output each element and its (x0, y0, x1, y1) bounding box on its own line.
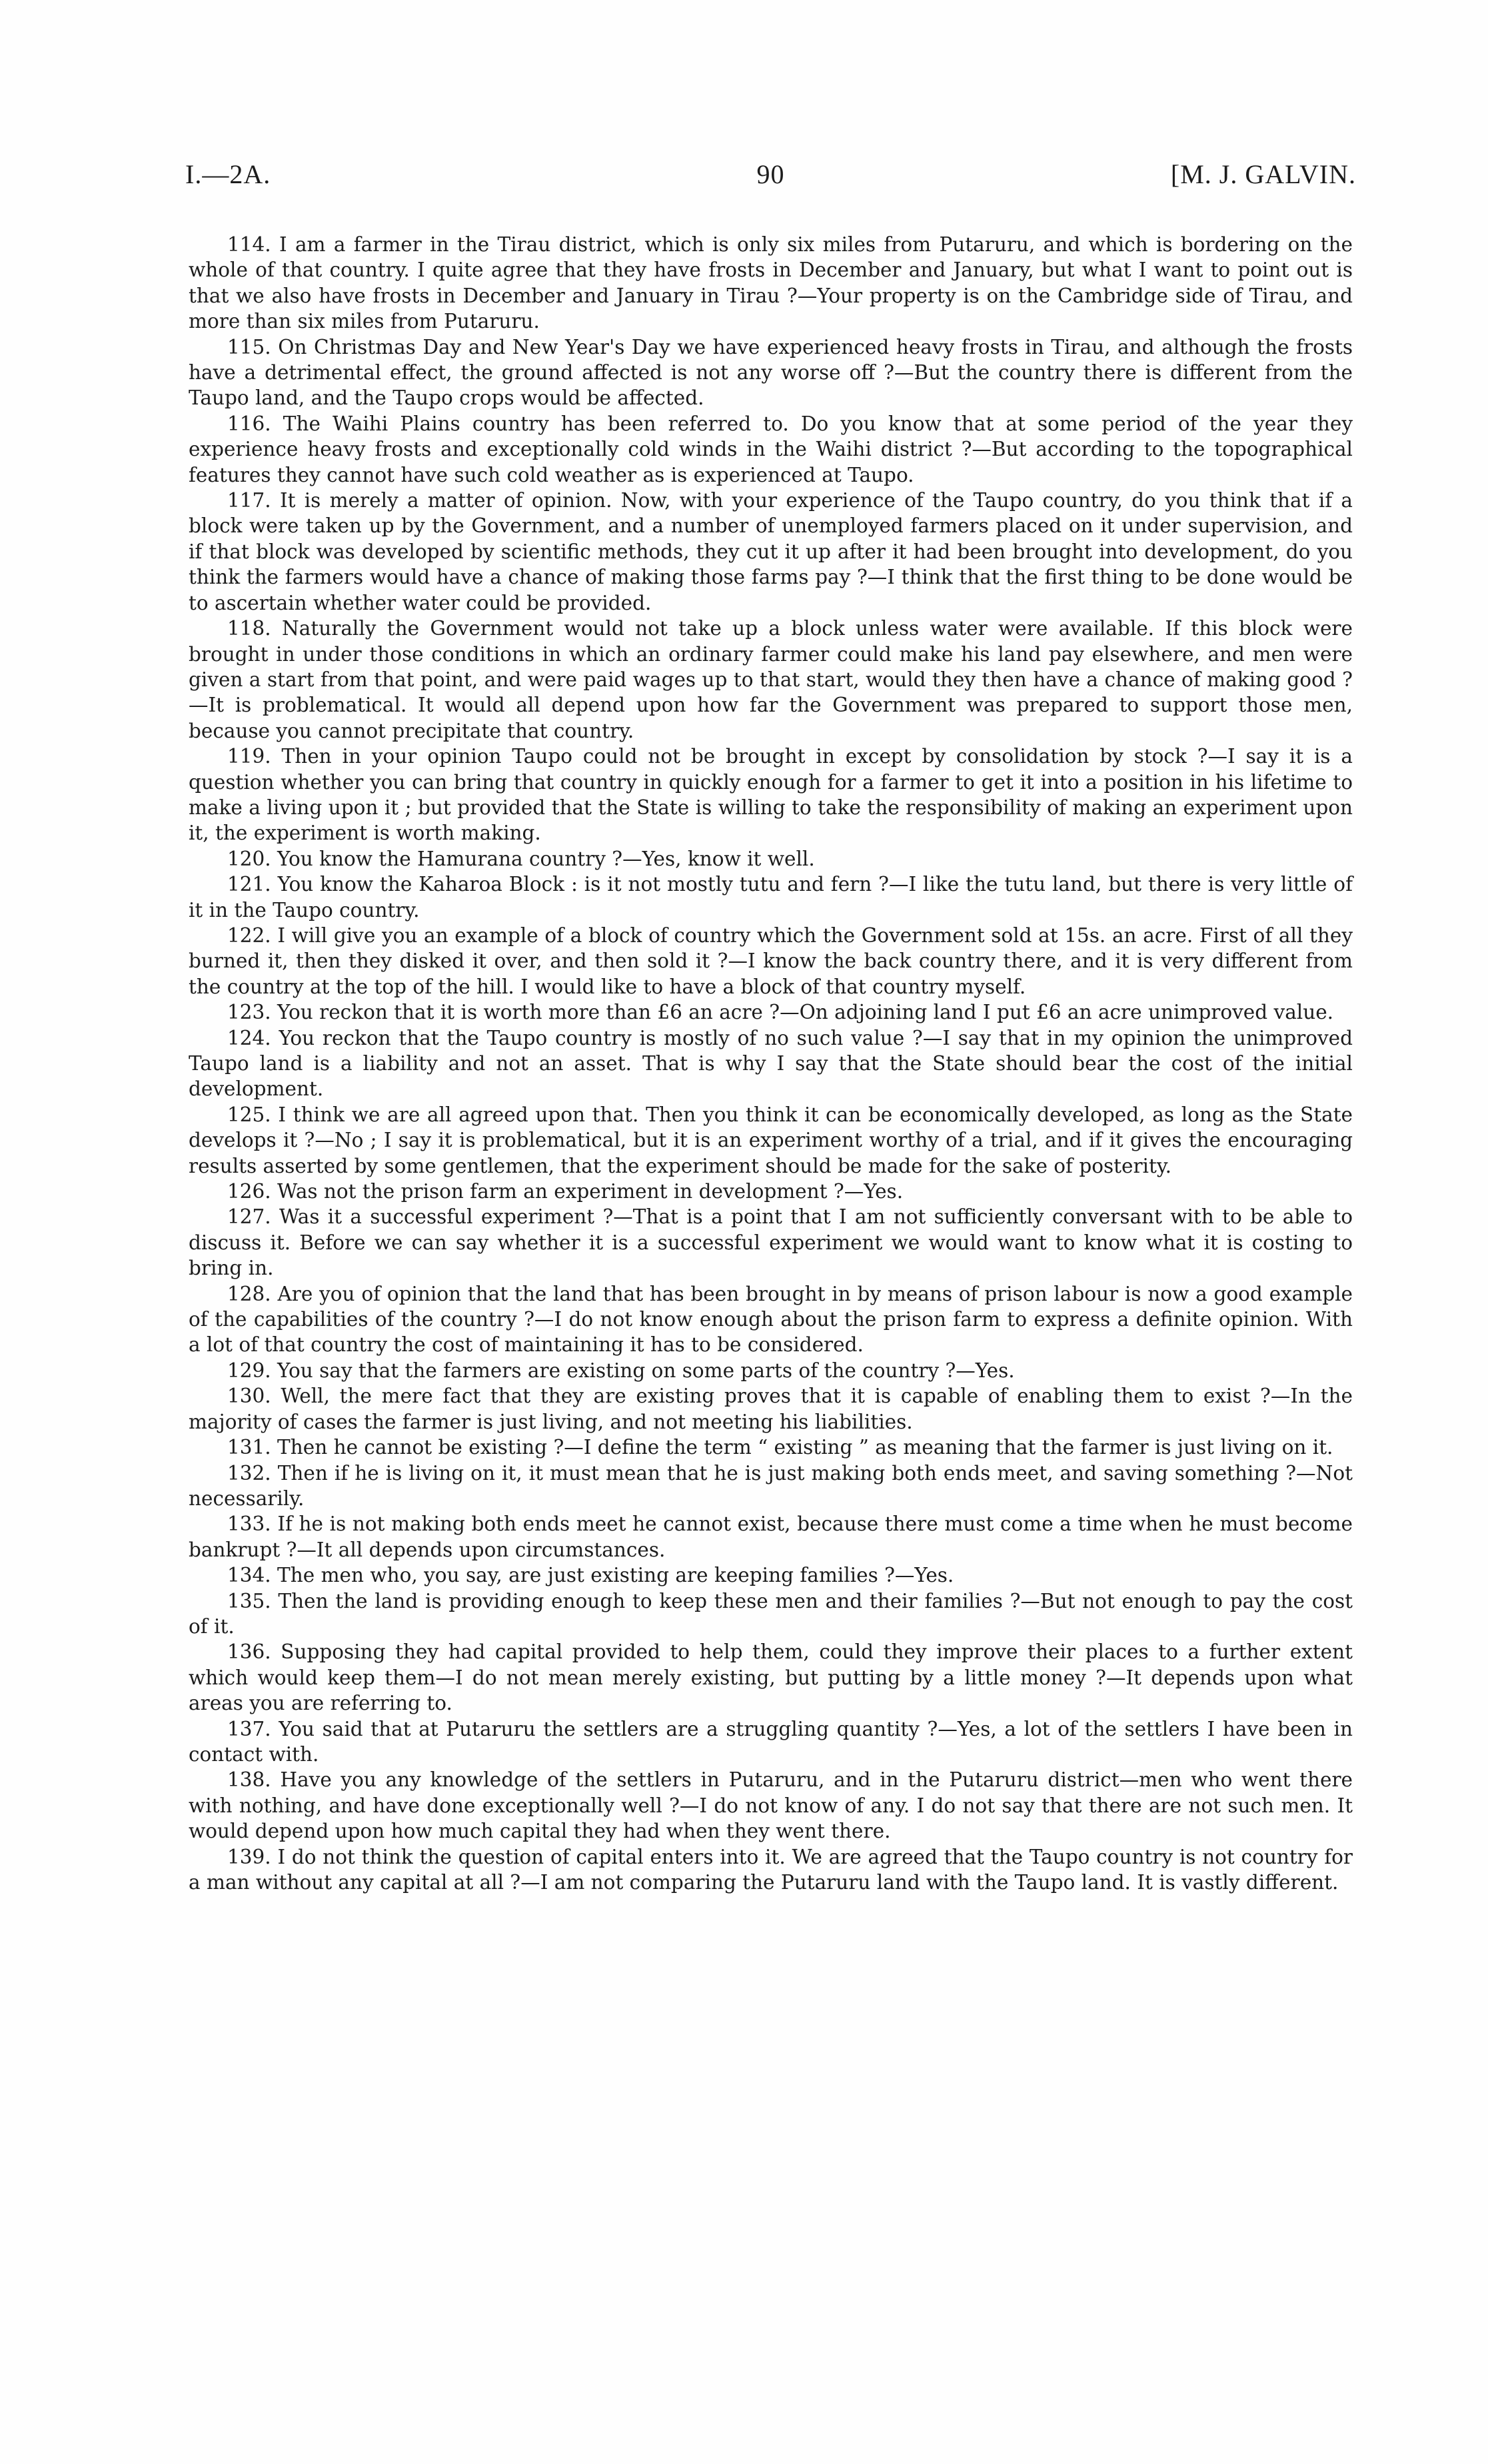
paragraph-124: 124. You reckon that the Taupo country is mostly of no such value ?—I say that in my opinion the unimproved Taupo land is a liability and not an asset. That is why I say that the State should bear the cost of the initial development. (189, 1026, 1353, 1101)
paragraph-122: 122. I will give you an example of a block of country which the Government sold at 15s. an acre. First of all they burned it, then they disked it over, and then sold it ?—I know the back country there, and it is very different from the country at the top of the hill. I would like to have a block of that country myself. (189, 924, 1353, 998)
paragraph-132: 132. Then if he is living on it, it must mean that he is just making both ends meet, and saving something ?—Not necessarily. (189, 1461, 1353, 1510)
paragraph-139: 139. I do not think the question of capital enters into it. We are agreed that the Taupo country is not country for a man without any capital at all ?—I am not comparing the Putaruru land with the Taupo land. It is vastly different. (189, 1845, 1353, 1894)
page-number: 90 (756, 159, 785, 189)
paragraph-128: 128. Are you of opinion that the land that has been brought in by means of prison labour is now a good example of the capabilities of the country ?—I do not know enough about the prison farm to express a definite opinion. With a lot of that country the cost of maintaining it has to be considered. (189, 1282, 1353, 1357)
paragraph-126: 126. Was not the prison farm an experiment in development ?—Yes. (227, 1180, 904, 1203)
paragraph-119: 119. Then in your opinion Taupo could not be brought in except by consolidation by stock ?—I say it is a question whether you can bring that country in quickly enough for a farmer to get it into a position in his lifetime to make a living upon it ; but provided that the State is willing to take the responsibility of making an experiment upon it, the experiment is worth making. (189, 745, 1353, 845)
witness-name: [M. J. GALVIN. (1170, 159, 1356, 189)
paragraph-123: 123. You reckon that it is worth more than £6 an acre ?—On adjoining land I put £6 an acre unimproved value. (227, 1001, 1334, 1024)
paragraph-137: 137. You said that at Putaruru the settlers are a struggling quantity ?—Yes, a lot of the settlers I have been in contact with. (189, 1717, 1353, 1766)
paragraph-118: 118. Naturally the Government would not take up a block unless water were available. If this block were brought in under those conditions in which an ordinary farmer could make his land pay elsewhere, and men were given a start from that point, and were paid wages up to that start, would they then have a chance of making good ?—It is problematical. It would all depend upon how far the Government was prepared to support those men, because you cannot precipitate that country. (189, 617, 1353, 742)
evidence-body (189, 232, 1353, 1895)
page-header (185, 159, 1356, 199)
paragraph-138: 138. Have you any knowledge of the settlers in Putaruru, and in the Putaruru district—men who went there with nothing, and have done exceptionally well ?—I do not know of any. I do not say that there are not such men. It would depend upon how much capital they had when they went there. (189, 1768, 1353, 1843)
paragraph-133: 133. If he is not making both ends meet he cannot exist, because there must come a time when he must become bankrupt ?—It all depends upon circumstances. (189, 1513, 1353, 1561)
paragraph-115: 115. On Christmas Day and New Year's Day we have experienced heavy frosts in Tirau, and although the frosts have a detrimental effect, the ground affected is not any worse off ?—But the country there is different from the Taupo land, and the Taupo crops would be affected. (189, 335, 1353, 410)
paragraph-131: 131. Then he cannot be existing ?—I define the term “ existing ” as meaning that the farmer is just living on it. (227, 1436, 1333, 1459)
paragraph-130: 130. Well, the mere fact that they are existing proves that it is capable of enabling them to exist ?—In the majority of cases the farmer is just living, and not meeting his liabilities. (189, 1385, 1353, 1433)
paragraph-135: 135. Then the land is providing enough to keep these men and their families ?—But not enough to pay the cost of it. (189, 1589, 1353, 1638)
paragraph-125: 125. I think we are all agreed upon that. Then you think it can be economically developed, as long as the State develops it ?—No ; I say it is problematical, but it is an experiment worthy of a trial, and if it gives the encouraging results asserted by some gentlemen, that the experiment should be made for the sake of posterity. (189, 1103, 1353, 1177)
paragraph-129: 129. You say that the farmers are existing on some parts of the country ?—Yes. (227, 1359, 1015, 1382)
document-reference: I.—2A. (185, 159, 271, 189)
paragraph-117: 117. It is merely a matter of opinion. Now, with your experience of the Taupo country, do you think that if a block were taken up by the Government, and a number of unemployed farmers placed on it under supervision, and if that block was developed by scientific methods, they cut it up after it had been brought into development, do you think the farmers would have a chance of making those farms pay ?—I think that the first thing to be done would be to ascertain whether water could be provided. (189, 489, 1353, 614)
paragraph-121: 121. You know the Kaharoa Block : is it not mostly tutu and fern ?—I like the tutu land, but there is very little of it in the Taupo country. (189, 873, 1353, 922)
paragraph-134: 134. The men who, you say, are just existing are keeping families ?—Yes. (227, 1564, 954, 1587)
paragraph-136: 136. Supposing they had capital provided to help them, could they improve their places to a further extent which would keep them—I do not mean merely existing, but putting by a little money ?—It depends upon what areas you are referring to. (189, 1640, 1353, 1715)
paragraph-116: 116. The Waihi Plains country has been referred to. Do you know that at some period of the year they experience heavy frosts and exceptionally cold winds in the Waihi district ?—But according to the topographical features they cannot have such cold weather as is experienced at Taupo. (189, 412, 1353, 486)
paragraph-120: 120. You know the Hamurana country ?—Yes, know it well. (227, 847, 815, 870)
paragraph-114: 114. I am a farmer in the Tirau district, which is only six miles from Putaruru, and which is bordering on the whole of that country. I quite agree that they have frosts in December and January, but what I want to point out is that we also have frosts in December and January in Tirau ?—Your property is on the Cambridge side of Tirau, and more than six miles from Putaruru. (189, 233, 1353, 333)
paragraph-127: 127. Was it a successful experiment ?—That is a point that I am not sufficiently conversant with to be able to discuss it. Before we can say whether it is a successful experiment we would want to know what it is costing to bring in. (189, 1205, 1353, 1280)
